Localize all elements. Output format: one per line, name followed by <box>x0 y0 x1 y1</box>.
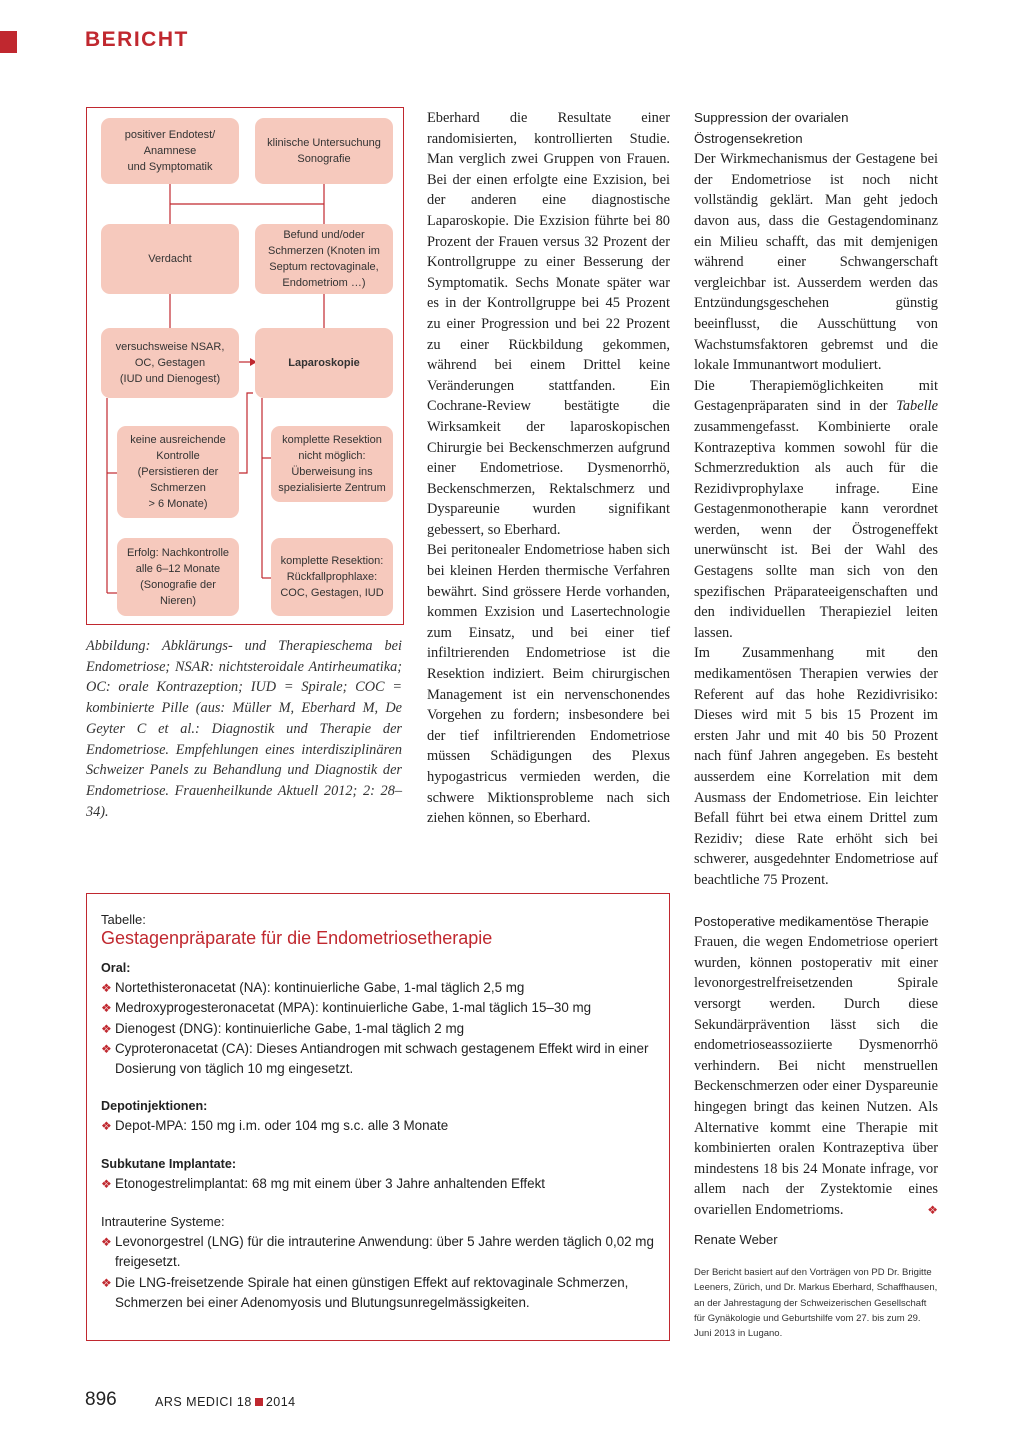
paragraph: Der Wirkmechanismus der Gestagene bei der Endometriose ist noch nicht vollständig geklärt. Man geht jedoch davon aus, dass die Gestagendominanz ein Milieu schafft, das mit demjenigen während einer Schwangerschaft vergleichbar ist. Ausserdem werden das Entzündungsgeschehen günstig beeinflusst, die Ausschüttung von Wachstumsfaktoren gebremst und die lokale Immunantwort moduliert. <box>694 151 938 374</box>
paragraph: Die Therapiemöglichkeiten mit Gestagenpräparaten sind in der Tabelle zusammengefasst. Kombinierte orale Kontrazeptiva kommen sowohl für die Schmerzreduktion als auch für die Rezidivprophylaxe infrage. Eine Gestagenmonotherapie kann verordnet werden, wenn der Östrogeneffekt unerwünscht ist. Bei der Wahl des Gestagens sollte man sich von den spezifischen Präparateeigenschaften und den individuellen Therapieziel leiten lassen. <box>694 377 938 641</box>
bullet-icon: ❖ <box>101 1001 112 1016</box>
bullet-icon: ❖ <box>101 1275 112 1290</box>
list-item: ❖ Die LNG-freisetzende Spirale hat einen günstigen Effekt auf rektovaginale Schmerzen, Schmerzen bei einer Adenomyosis und Blutungsunregelmässigkeiten. <box>101 1274 629 1310</box>
list-item: ❖ Etonogestrelimplantat: 68 mg mit einem über 3 Jahre anhaltenden Effekt <box>101 1174 655 1194</box>
bullet-icon: ❖ <box>101 981 112 995</box>
page-number: 896 <box>85 1389 117 1410</box>
table-box <box>86 893 670 1341</box>
box-klinische-untersuchung: klinische Untersuchung Sonografie <box>255 118 393 184</box>
end-mark-icon: ❖ <box>927 1202 938 1217</box>
section-title: BERICHT <box>85 28 189 51</box>
table-title: Gestagenpräparate für die Endometriosetherapie <box>101 928 493 948</box>
author: Renate Weber <box>694 1232 778 1248</box>
list-item: ❖ Depot-MPA: 150 mg i.m. oder 104 mg s.c. alle 3 Monate <box>101 1116 655 1136</box>
bullet-icon: ❖ <box>101 1021 112 1036</box>
source-note: Der Bericht basiert auf den Vorträgen von PD Dr. Brigitte Leeners, Zürich, und Dr. Markus Eberhard, Schaffhausen, an der Jahrestagung der Schweizerischen Gesellschaft für Gynäkologie und Geburtshilfe vom 27. bis zum 29. Juni 2013 in Lugano. <box>694 1267 938 1340</box>
paragraph: Bei peritonealer Endometriose haben sich bei kleinen Herden thermische Verfahren bewährt. Sind grössere Herde vorhanden, kommen Exzision und Lasertechnologie zum Einsatz, und bei einer tief infiltrierenden Endometriose ist die Resektion indiziert. Beim chirurgischen Management ist ein nervenschonendes Vorgehen zu fordern; insbesondere bei der tief infiltrierenden Endometriose müssen Schädigungen des Plexus hypogastricus vermieden werden, die schwere Miktionsprobleme nach sich ziehen können, so Eberhard. <box>427 542 670 827</box>
list-item: ❖ Medroxyprogesteronacetat (MPA): kontinuierliche Gabe, 1-mal täglich 15–30 mg <box>101 998 655 1018</box>
article-column-3 <box>694 108 938 1342</box>
table-reference: Tabelle <box>896 398 938 415</box>
magazine-footer <box>155 1395 296 1409</box>
box-endotest: positiver Endotest/ Anamnese und Symptomatik <box>101 118 239 184</box>
box-resektion-nicht-moeglich: komplette Resektion nicht möglich: Überweisung ins spezialisierte Zentrum <box>271 426 393 502</box>
group-heading: Intrauterine Systeme: <box>101 1214 225 1230</box>
box-komplette-resektion: komplette Resektion: Rückfallprophlaxe: COC, Gestagen, IUD <box>271 538 393 616</box>
bullet-icon: ❖ <box>101 1176 112 1191</box>
bullet-icon: ❖ <box>101 1235 112 1250</box>
figure-caption: Abbildung: Abklärungs- und Therapieschema bei Endometriose; NSAR: nichtsteroidale Antirheumatika; OC: orale Kontrazeption; IUD = Spirale; COC = kombinierte Pille (aus: Müller M, Eberhard M, De Geyter C et al.: Diagnostik und Therapie der Endometriose. Empfehlungen eines interdisziplinären Schweizer Panels zu Behandlung und Diagnostik der Endometriose. Frauenheilkunde Aktuell 2012; 2: 28–34). <box>86 638 402 820</box>
group-heading: Subkutane Implantate: <box>101 1156 237 1171</box>
article-column-2 <box>427 108 670 829</box>
section-marker <box>0 31 17 53</box>
paragraph: Eberhard die Resultate einer randomisierten, kontrollierten Studie. Man verglich zwei Gruppen von Frauen. Bei der einen erfolgte eine Exzision, bei der anderen eine diagnostische Laparoskopie. Die Exzision führte bei 80 Prozent der Frauen versus 32 Prozent der Kontrollgruppe zu einer Besserung der Symptomatik. Sechs Monate später war es in der Kontrollgruppe bei 45 Prozent zu einer Progression und bei 22 Prozent zu einer Rückbildung gekommen, während bei einem Drittel keine Veränderungen stattfanden. Ein Cochrane-Review bestätigte die Wirksamkeit der laparoskopischen Chirurgie bei Beckenschmerzen aufgrund einer Endometriose. Dysmenorrhö, Beckenschmerzen, Rektalschmerz und Dyspareunie wurden signifikant gebessert, so Eberhard. <box>427 110 670 538</box>
paragraph: Frauen, die wegen Endometriose operiert wurden, können postoperativ mit einer levonorgestrelfreisetzenden Spirale versorgt werden. Durch diese Sekundärprävention lässt sich die endometrioseassoziierte Dysmenorrhö verhindern. Bei nicht menstruellen Beckenschmerzen oder einer Dyspareunie hingegen bringt das keinen Nutzen. Als Alternative kommt eine Therapie mit kombinierten oralen Kontrazeptiva über mindestens 18 bis 24 Monate infrage, vor allem nach der Zystektomie eines ovariellen Endometrioms. ❖ <box>694 932 938 1220</box>
list-item: ❖ Nortethisteronacetat (NA): kontinuierliche Gabe, 1-mal täglich 2,5 mg <box>101 978 655 998</box>
footer-square-icon <box>255 1398 263 1406</box>
box-nsar: versuchsweise NSAR, OC, Gestagen (IUD und Dienogest) <box>101 328 239 398</box>
bullet-icon: ❖ <box>101 1041 112 1056</box>
group-heading: Oral: <box>101 961 131 975</box>
box-keine-kontrolle: keine ausreichende Kontrolle (Persistieren der Schmerzen > 6 Monate) <box>117 426 239 518</box>
box-befund: Befund und/oder Schmerzen (Knoten im Septum rectovaginale, Endometriom …) <box>255 224 393 294</box>
subheading: Suppression der ovarialen Östrogensekretion <box>694 110 849 146</box>
paragraph: Im Zusammenhang mit den medikamentösen Therapien verwies der Referent auf das hohe Rezidivrisiko: Dieses wird mit 5 bis 15 Prozent im ersten Jahr und mit 40 bis 50 Prozent nach fünf Jahren angegeben. Es besteht ausserdem eine Korrelation mit dem Ausmass der Endometriose. Ein leichter Befall führt bei etwa einem Drittel zum Rezidiv; diese Rate erhöht sich bei schwerer, ausgedehnter Endometriose auf beachtliche 75 Prozent. <box>694 645 938 888</box>
box-laparoskopie: Laparoskopie <box>255 328 393 398</box>
table-label: Tabelle: <box>101 912 146 927</box>
subheading: Postoperative medikamentöse Therapie <box>694 913 929 929</box>
box-verdacht: Verdacht <box>101 224 239 294</box>
magazine-year: 2014 <box>265 1395 296 1409</box>
magazine-name: ARS MEDICI 18 <box>155 1395 252 1409</box>
list-item: ❖ Cyproteronacetat (CA): Dieses Antiandrogen mit schwach gestagenem Effekt wird in einer Dosierung von täglich 10 mg eingesetzt. <box>101 1040 649 1077</box>
bullet-icon: ❖ <box>101 1119 112 1134</box>
list-item: ❖ Levonorgestrel (LNG) für die intrauterine Anwendung: über 5 Jahre werden täglich 0,02 mg freigesetzt. <box>101 1234 654 1270</box>
box-erfolg: Erfolg: Nachkontrolle alle 6–12 Monate (Sonografie der Nieren) <box>117 538 239 616</box>
flowchart-figure <box>86 107 404 625</box>
list-item: ❖ Dienogest (DNG): kontinuierliche Gabe, 1-mal täglich 2 mg <box>101 1019 655 1039</box>
group-heading: Depotinjektionen: <box>101 1099 208 1114</box>
